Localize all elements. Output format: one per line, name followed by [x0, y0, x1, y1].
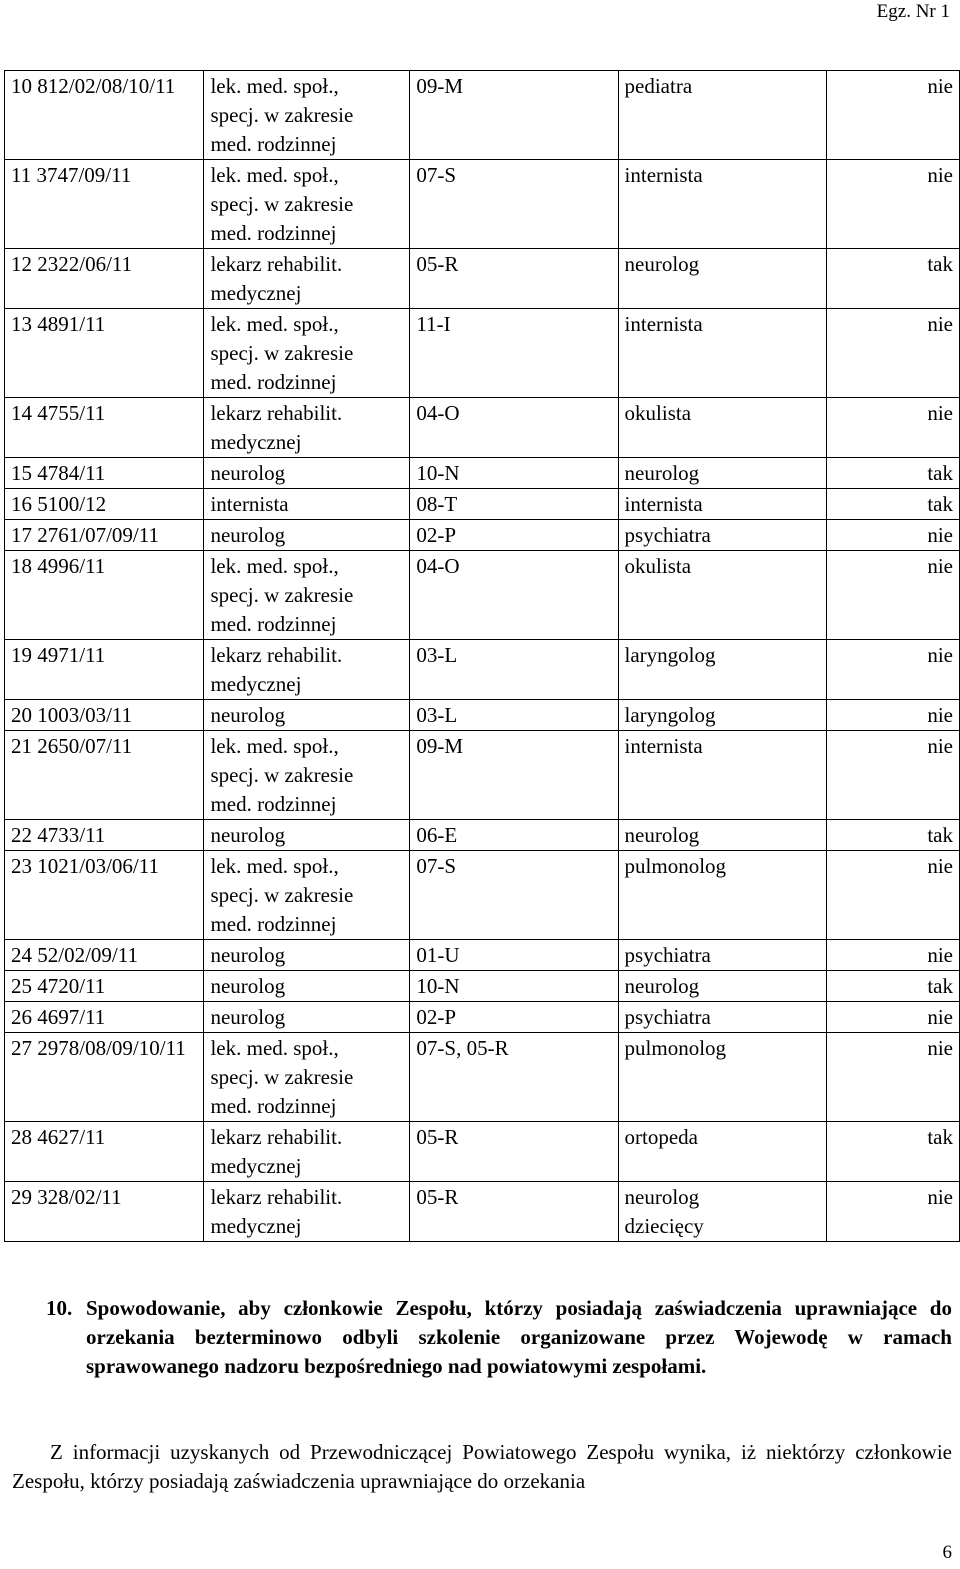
table-row [5, 520, 960, 551]
cell-number-id: 27 2978/08/09/10/11 [5, 1033, 204, 1122]
table-row [5, 458, 960, 489]
cell-specialty: lek. med. społ., specj. w zakresie med. rodzinnej [204, 551, 410, 640]
point-number: 10. [46, 1296, 73, 1320]
cell-flag: nie [826, 520, 959, 551]
cell-code: 04-O [410, 398, 618, 458]
cell-code: 07-S, 05-R [410, 1033, 618, 1122]
cell-doctor: psychiatra [618, 1002, 826, 1033]
cell-doctor: pediatra [618, 71, 826, 160]
cell-specialty: lek. med. społ., specj. w zakresie med. rodzinnej [204, 309, 410, 398]
table-row [5, 1002, 960, 1033]
cell-specialty: neurolog [204, 971, 410, 1002]
table-row [5, 851, 960, 940]
copy-number-label: Egz. Nr 1 [876, 1, 950, 22]
cell-flag: nie [826, 398, 959, 458]
cell-specialty: lekarz rehabilit. medycznej [204, 640, 410, 700]
cell-doctor: internista [618, 731, 826, 820]
cell-number-id: 11 3747/09/11 [5, 160, 204, 249]
table-row [5, 1033, 960, 1122]
cell-doctor: pulmonolog [618, 851, 826, 940]
cell-flag: nie [826, 551, 959, 640]
cell-specialty: lekarz rehabilit. medycznej [204, 1182, 410, 1242]
table-row [5, 1122, 960, 1182]
cell-doctor: ortopeda [618, 1122, 826, 1182]
cell-code: 09-M [410, 71, 618, 160]
table-row [5, 820, 960, 851]
cell-doctor: neurolog [618, 249, 826, 309]
table-row [5, 71, 960, 160]
table-row [5, 160, 960, 249]
cell-number-id: 13 4891/11 [5, 309, 204, 398]
cell-flag: nie [826, 1002, 959, 1033]
table-row [5, 640, 960, 700]
cell-doctor: laryngolog [618, 640, 826, 700]
table-row [5, 940, 960, 971]
cell-code: 02-P [410, 1002, 618, 1033]
cell-doctor: psychiatra [618, 520, 826, 551]
cell-specialty: lek. med. społ., specj. w zakresie med. rodzinnej [204, 160, 410, 249]
cell-code: 11-I [410, 309, 618, 398]
cell-doctor: neurolog dziecięcy [618, 1182, 826, 1242]
cell-specialty: neurolog [204, 1002, 410, 1033]
cell-specialty: neurolog [204, 820, 410, 851]
records-table [4, 70, 960, 1242]
cell-code: 09-M [410, 731, 618, 820]
cell-doctor: internista [618, 309, 826, 398]
cell-flag: nie [826, 851, 959, 940]
table-row [5, 489, 960, 520]
cell-number-id: 26 4697/11 [5, 1002, 204, 1033]
cell-flag: tak [826, 971, 959, 1002]
cell-code: 01-U [410, 940, 618, 971]
cell-code: 04-O [410, 551, 618, 640]
cell-number-id: 28 4627/11 [5, 1122, 204, 1182]
cell-flag: nie [826, 940, 959, 971]
cell-flag: tak [826, 489, 959, 520]
cell-doctor: okulista [618, 398, 826, 458]
cell-code: 10-N [410, 971, 618, 1002]
cell-number-id: 25 4720/11 [5, 971, 204, 1002]
cell-code: 10-N [410, 458, 618, 489]
cell-flag: nie [826, 640, 959, 700]
recommendation-point [46, 1294, 952, 1381]
cell-doctor: neurolog [618, 971, 826, 1002]
cell-number-id: 18 4996/11 [5, 551, 204, 640]
cell-doctor: internista [618, 160, 826, 249]
cell-specialty: lek. med. społ., specj. w zakresie med. rodzinnej [204, 71, 410, 160]
cell-flag: nie [826, 731, 959, 820]
cell-specialty: neurolog [204, 520, 410, 551]
cell-flag: nie [826, 700, 959, 731]
cell-number-id: 21 2650/07/11 [5, 731, 204, 820]
cell-specialty: lekarz rehabilit. medycznej [204, 1122, 410, 1182]
cell-specialty: lek. med. społ., specj. w zakresie med. rodzinnej [204, 1033, 410, 1122]
cell-number-id: 14 4755/11 [5, 398, 204, 458]
cell-doctor: okulista [618, 551, 826, 640]
cell-specialty: lekarz rehabilit. medycznej [204, 398, 410, 458]
table-row [5, 1182, 960, 1242]
cell-flag: tak [826, 1122, 959, 1182]
table-row [5, 731, 960, 820]
cell-doctor: laryngolog [618, 700, 826, 731]
table-row [5, 309, 960, 398]
cell-code: 06-E [410, 820, 618, 851]
cell-doctor: neurolog [618, 458, 826, 489]
cell-flag: tak [826, 458, 959, 489]
cell-flag: nie [826, 160, 959, 249]
table-row [5, 551, 960, 640]
cell-number-id: 16 5100/12 [5, 489, 204, 520]
cell-flag: nie [826, 71, 959, 160]
cell-specialty: lek. med. społ., specj. w zakresie med. rodzinnej [204, 731, 410, 820]
cell-doctor: internista [618, 489, 826, 520]
cell-code: 08-T [410, 489, 618, 520]
cell-specialty: neurolog [204, 700, 410, 731]
cell-code: 05-R [410, 1182, 618, 1242]
cell-code: 05-R [410, 1122, 618, 1182]
cell-flag: tak [826, 820, 959, 851]
cell-number-id: 12 2322/06/11 [5, 249, 204, 309]
cell-flag: nie [826, 309, 959, 398]
cell-specialty: neurolog [204, 940, 410, 971]
cell-code: 07-S [410, 851, 618, 940]
cell-flag: nie [826, 1033, 959, 1122]
cell-flag: nie [826, 1182, 959, 1242]
point-text: Spowodowanie, aby członkowie Zespołu, którzy posiadają zaświadczenia uprawniające do orzekania bezterminowo odbyli szkolenie organizowane przez Wojewodę w ramach sprawowanego nadzoru bezpośredniego nad powiatowymi zespołami. [86, 1296, 952, 1378]
table-row [5, 700, 960, 731]
page-number: 6 [942, 1542, 952, 1563]
cell-doctor: pulmonolog [618, 1033, 826, 1122]
cell-doctor: psychiatra [618, 940, 826, 971]
cell-specialty: lekarz rehabilit. medycznej [204, 249, 410, 309]
cell-code: 02-P [410, 520, 618, 551]
cell-doctor: neurolog [618, 820, 826, 851]
cell-flag: tak [826, 249, 959, 309]
cell-number-id: 10 812/02/08/10/11 [5, 71, 204, 160]
cell-code: 07-S [410, 160, 618, 249]
table-row [5, 249, 960, 309]
cell-number-id: 23 1021/03/06/11 [5, 851, 204, 940]
cell-number-id: 29 328/02/11 [5, 1182, 204, 1242]
table-row [5, 971, 960, 1002]
cell-number-id: 19 4971/11 [5, 640, 204, 700]
cell-number-id: 15 4784/11 [5, 458, 204, 489]
body-paragraph: Z informacji uzyskanych od Przewodniczącej Powiatowego Zespołu wynika, iż niektórzy członkowie Zespołu, którzy posiadają zaświadczenia uprawniające do orzekania [12, 1440, 952, 1493]
cell-code: 05-R [410, 249, 618, 309]
cell-specialty: lek. med. społ., specj. w zakresie med. rodzinnej [204, 851, 410, 940]
cell-specialty: neurolog [204, 458, 410, 489]
records-table-body [5, 71, 960, 1242]
cell-code: 03-L [410, 640, 618, 700]
cell-code: 03-L [410, 700, 618, 731]
cell-number-id: 20 1003/03/11 [5, 700, 204, 731]
table-row [5, 398, 960, 458]
cell-number-id: 24 52/02/09/11 [5, 940, 204, 971]
cell-number-id: 17 2761/07/09/11 [5, 520, 204, 551]
cell-number-id: 22 4733/11 [5, 820, 204, 851]
cell-specialty: internista [204, 489, 410, 520]
